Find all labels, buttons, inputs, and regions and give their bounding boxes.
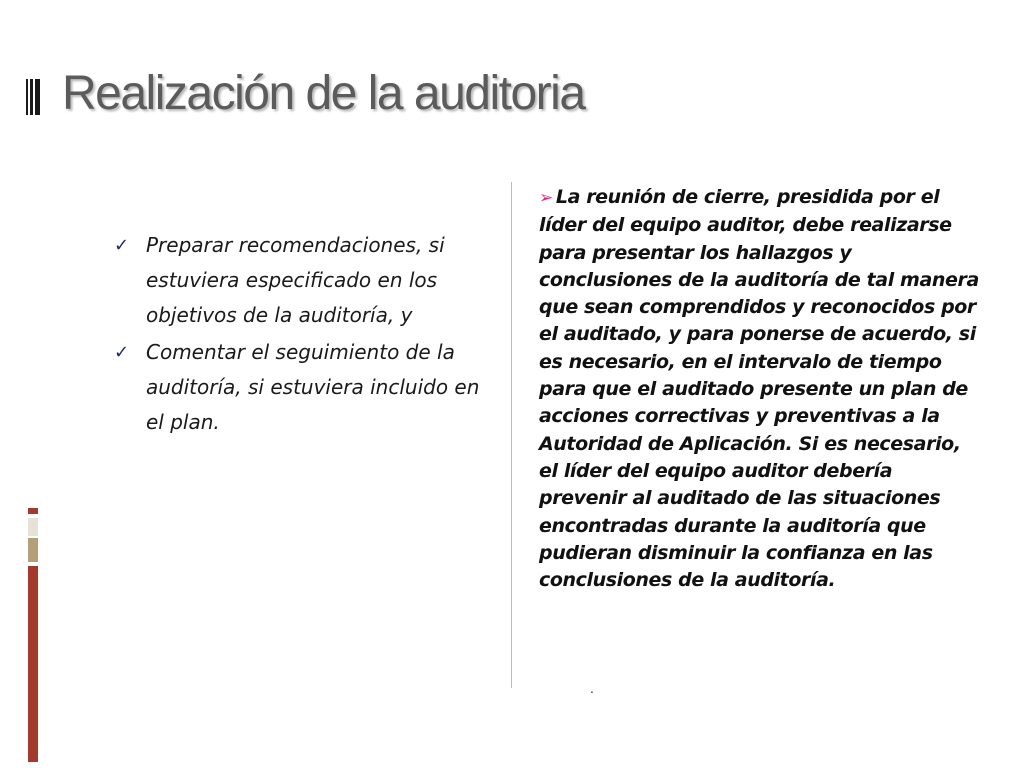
trailing-mark: . (590, 680, 594, 696)
column-divider (511, 182, 512, 688)
list-item-text: Comentar el seguimiento de la auditoría, si estuviera incluido en el plan. (146, 340, 480, 434)
left-bullet-list (112, 228, 492, 442)
slide-title: Realización de la auditoria (62, 67, 585, 120)
list-item (112, 228, 492, 333)
list-item (112, 335, 492, 440)
title-mark-icon (26, 79, 40, 115)
arrow-bullet-icon: ➢ (539, 188, 553, 208)
check-icon: ✓ (114, 235, 130, 256)
list-item-text: Preparar recomendaciones, si estuviera especificado en los objetivos de la auditoría, y (146, 233, 445, 327)
paragraph-text: La reunión de cierre, presidida por el líder del equipo auditor, debe realizarse para presentar los hallazgos y conclusiones de la auditoría de tal manera que sean comprendidos y reconocidos por el auditado, y para ponerse de acuerdo, si es necesario, en el intervalo de tiempo para que el auditado presente un plan de acciones correctivas y preventivas a la Autoridad de Aplicación. Si es necesario, el líder del equipo auditor debería prevenir al auditado de las situaciones encontradas durante la auditoría que pudieran disminuir la confianza en las conclusiones de la auditoría. (539, 186, 979, 592)
closing-meeting-paragraph (539, 184, 984, 594)
check-icon: ✓ (114, 342, 130, 363)
